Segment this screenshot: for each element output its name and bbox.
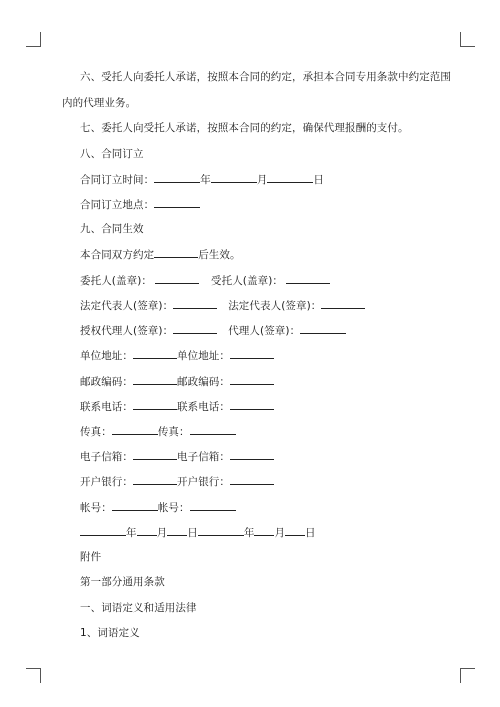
auth-rep-label-1: 授权代理人(签章)： bbox=[80, 325, 174, 337]
phone-blank-1[interactable] bbox=[133, 399, 177, 410]
fax-blank-2[interactable] bbox=[190, 424, 236, 435]
effect-row bbox=[80, 247, 241, 262]
account-blank-2[interactable] bbox=[190, 500, 236, 511]
agent-seal-blank[interactable] bbox=[286, 273, 330, 284]
postcode-blank-2[interactable] bbox=[230, 374, 274, 385]
account-row bbox=[80, 500, 236, 515]
legal-rep-row bbox=[80, 298, 365, 313]
signing-place-row bbox=[80, 197, 200, 212]
postcode-label-1: 邮政编码： bbox=[80, 376, 133, 388]
clause-seven: 七、委托人向受托人承诺，按照本合同的约定，确保代理报酬的支付。 bbox=[80, 122, 409, 134]
email-label-2: 电子信箱： bbox=[177, 451, 230, 463]
bank-label-2: 开户银行： bbox=[177, 476, 230, 488]
fax-row bbox=[80, 424, 236, 439]
date-day-label-1: 日 bbox=[187, 527, 198, 539]
address-row bbox=[80, 348, 274, 363]
legal-rep-label-1: 法定代表人(签章)： bbox=[80, 300, 174, 312]
phone-label-1: 联系电话： bbox=[80, 401, 133, 413]
date-month-label-1: 月 bbox=[156, 527, 168, 539]
email-row bbox=[80, 449, 274, 464]
date-year-blank-2[interactable] bbox=[198, 525, 244, 536]
clause-six-line-1: 六、受托人向委托人承诺，按照本合同的约定，承担本合同专用条款中约定范围 bbox=[80, 71, 451, 83]
date-day-blank-1[interactable] bbox=[167, 525, 187, 536]
date-year-label-2: 年 bbox=[243, 527, 255, 539]
signing-time-label: 合同订立时间： bbox=[80, 174, 155, 186]
agent-seal-label: 受托人(盖章)： bbox=[211, 275, 283, 287]
address-blank-2[interactable] bbox=[230, 348, 274, 359]
section-one-heading: 一、词语定义和适用法律 bbox=[80, 602, 197, 614]
date-year-blank-1[interactable] bbox=[80, 525, 126, 536]
address-label-1: 单位地址： bbox=[80, 350, 133, 362]
postcode-row bbox=[80, 374, 274, 389]
account-label-2: 帐号： bbox=[157, 502, 190, 514]
principal-seal-blank[interactable] bbox=[155, 273, 199, 284]
signing-month-blank[interactable] bbox=[211, 172, 257, 183]
postcode-label-2: 邮政编码： bbox=[177, 376, 230, 388]
account-blank-1[interactable] bbox=[112, 500, 158, 511]
section-9-heading: 九、合同生效 bbox=[80, 223, 144, 235]
auth-rep-label-2: 代理人(签章)： bbox=[228, 325, 301, 337]
address-label-2: 单位地址： bbox=[177, 350, 230, 362]
signing-month-label: 月 bbox=[256, 174, 268, 186]
postcode-blank-1[interactable] bbox=[133, 374, 177, 385]
effect-suffix: 后生效。 bbox=[198, 249, 241, 261]
bank-blank-1[interactable] bbox=[133, 474, 177, 485]
signing-year-blank[interactable] bbox=[154, 172, 200, 183]
bank-row bbox=[80, 474, 274, 489]
signing-place-blank[interactable] bbox=[154, 197, 200, 208]
fax-label-1: 传真： bbox=[80, 426, 112, 438]
date-day-blank-2[interactable] bbox=[285, 525, 305, 536]
clause-six-line-2: 内的代理业务。 bbox=[62, 97, 137, 109]
part-one-title: 第一部分通用条款 bbox=[80, 576, 165, 588]
seal-row bbox=[80, 273, 330, 288]
auth-rep-blank-1[interactable] bbox=[173, 323, 217, 334]
item-one-heading: 1、词语定义 bbox=[80, 627, 140, 639]
phone-label-2: 联系电话： bbox=[177, 401, 230, 413]
account-label-1: 帐号： bbox=[80, 502, 112, 514]
date-year-label-1: 年 bbox=[126, 527, 137, 539]
signing-place-label: 合同订立地点： bbox=[80, 199, 155, 211]
address-blank-1[interactable] bbox=[133, 348, 177, 359]
auth-rep-blank-2[interactable] bbox=[300, 323, 346, 334]
date-month-blank-1[interactable] bbox=[137, 525, 157, 536]
bank-blank-2[interactable] bbox=[230, 474, 274, 485]
principal-seal-label: 委托人(盖章)： bbox=[80, 275, 152, 287]
signing-day-blank[interactable] bbox=[267, 172, 313, 183]
section-8-heading: 八、合同订立 bbox=[80, 148, 144, 160]
appendix-label: 附件 bbox=[80, 551, 102, 563]
date-day-label-2: 日 bbox=[305, 527, 316, 539]
signing-year-label: 年 bbox=[200, 174, 211, 186]
date-month-blank-2[interactable] bbox=[254, 525, 274, 536]
bank-label-1: 开户银行： bbox=[80, 476, 133, 488]
effect-prefix: 本合同双方约定 bbox=[80, 249, 155, 261]
page-corner-mark-bottom-left bbox=[26, 668, 41, 683]
page-corner-mark-bottom-right bbox=[460, 668, 475, 683]
date-month-label-2: 月 bbox=[274, 527, 286, 539]
auth-rep-row bbox=[80, 323, 346, 338]
legal-rep-label-2: 法定代表人(签章)： bbox=[228, 300, 322, 312]
signing-day-label: 日 bbox=[313, 174, 325, 186]
page-corner-mark-top-left bbox=[26, 32, 41, 47]
email-blank-1[interactable] bbox=[133, 449, 177, 460]
phone-row bbox=[80, 399, 274, 414]
signing-time-row bbox=[80, 172, 324, 187]
legal-rep-blank-2[interactable] bbox=[321, 298, 365, 309]
date-row bbox=[80, 525, 316, 540]
legal-rep-blank-1[interactable] bbox=[173, 298, 217, 309]
effect-condition-blank[interactable] bbox=[154, 247, 198, 258]
email-label-1: 电子信箱： bbox=[80, 451, 133, 463]
phone-blank-2[interactable] bbox=[230, 399, 274, 410]
page-corner-mark-top-right bbox=[460, 32, 475, 47]
fax-blank-1[interactable] bbox=[112, 424, 158, 435]
fax-label-2: 传真： bbox=[157, 426, 190, 438]
email-blank-2[interactable] bbox=[230, 449, 274, 460]
